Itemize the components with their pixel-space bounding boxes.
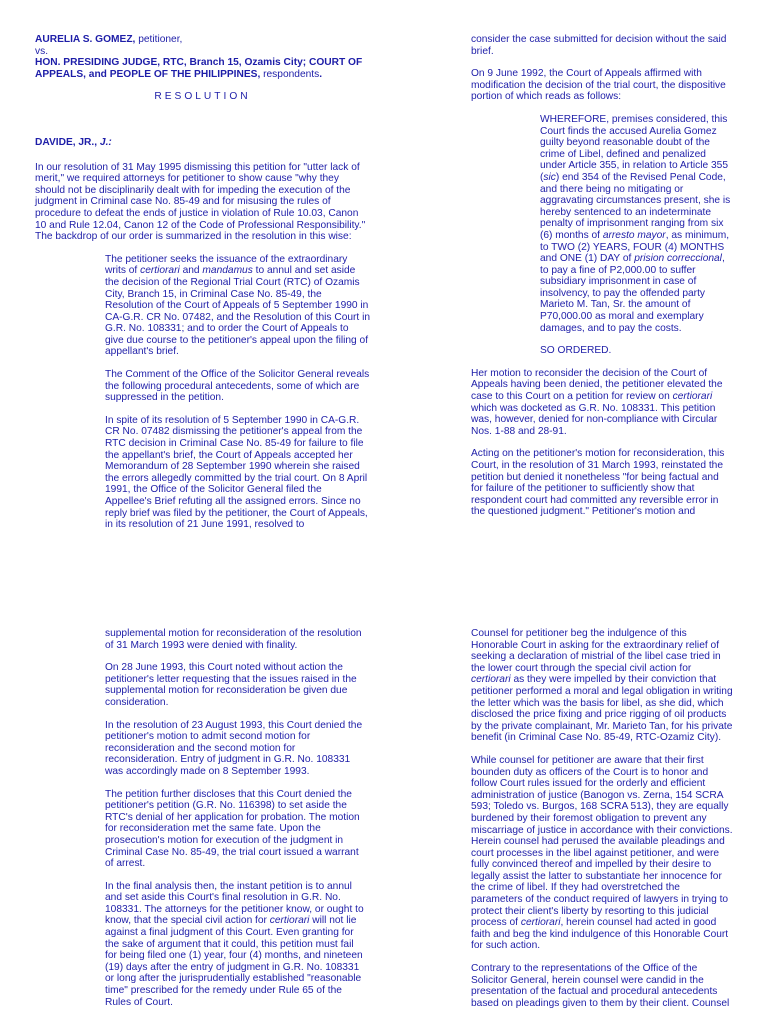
quote-text: , to pay a fine of P2,000.00 to suffer subsidiary imprisonment in case of insolvency, to pay the offended party Marieto M. Tan, Sr. the amount of P70,000.00 as moral and exemplary damages, and to pay the costs.: [540, 253, 725, 334]
versus: vs.: [35, 45, 49, 57]
petitioner-role: petitioner,: [135, 34, 183, 45]
respondents-line: [35, 57, 370, 80]
text: which was docketed as G.R. No. 108331. This petition was, however, denied for non-compliance with Circular Nos. 1-88 and 28-91.: [471, 402, 718, 437]
quote-paragraph-1: [105, 254, 370, 358]
petitioner-name: AURELIA S. GOMEZ,: [35, 34, 136, 45]
dispositive-text: [540, 114, 732, 334]
quote-text: to annul and set aside the decision of the Regional Trial Court (RTC) of Ozamis City, Branch 15, in Criminal Case No. 85-49, the Resolution of the Court of Appeals of 5 September 1990 in CA-G.R. CR No. 07482, and the Resolution of this Court in G.R. No. 108331; and to order the Court of Appeals to give due course to the petitioner's appeal upon the filing of appellant's brief.: [105, 265, 371, 358]
paragraph-1: In our resolution of 31 May 1995 dismissing this petition for "utter lack of merit," we required attorneys for petitioner to show cause "why they should not be disciplinarily dealt with for impeding the execution of the judgment in Criminal case No. 85-49 and for misusing the rules of procedure to defeat the ends of justice in violation of Rule 10.03, Canon 10 and Rule 12.04, Canon 12 of the Code of Professional Responsibility." The backdrop of our order is summarized in the resolution in this wise:: [35, 161, 366, 243]
ponente: [35, 137, 370, 149]
italic-text: certiorari: [520, 917, 561, 929]
paragraph-4: The petition further discloses that this Court denied the petitioner's petition (G.R. No. 116398) to set aside the RTC's denial of her application for probation. The motion for reconsideration met the same fate. Upon the prosecution's motion for execution of the judgment in Criminal Case No. 85-49, the trial court issued a warrant of arrest.: [105, 788, 360, 870]
page1-right-column: [471, 34, 733, 529]
paragraph-continued: consider the case submitted for decision without the said brief.: [471, 34, 727, 57]
paragraph-2: On 9 June 1992, the Court of Appeals affirmed with modification the decision of the trial court, the dispositive portion of which reads as follows:: [471, 68, 726, 103]
paragraph-2: [471, 755, 733, 952]
quote-italic: prision correccional: [634, 253, 722, 265]
italic-text: certiorari: [672, 391, 713, 403]
respondents-end: .: [319, 68, 323, 80]
page1-left-column: [35, 34, 370, 542]
quote-paragraph-3: In spite of its resolution of 5 September 1990 in CA-G.R. CR No. 07482 dismissing the petitioner's appeal from the RTC decision in Criminal Case No. 85-49 for failure to file the appellant's brief, the Court of Appeals accepted her Memorandum of 28 September 1990 wherein she raised the errors allegedly committed by the trial court. On 8 April 1991, the Office of the Solicitor General filed the Appellee's Brief refuting all the assigned errors. Since no reply brief was filed by the petitioner, the Court of Appeals, in its resolution of 21 June 1991, resolved to: [105, 414, 368, 531]
quote-italic: arresto mayor: [602, 229, 666, 241]
quote-text: ) end 354 of the Revised Penal Code, and there being no mitigating or aggravating circumstances present, she is hereby sentenced to an indeterminate penalty of imprisonment ranging from six (6) months of: [540, 171, 731, 241]
text: as they were impelled by their conviction that petitioner performed a moral and legal obligation in writing the letter which was the basis for libel, as she did, which disclosed the price fixing and price rigging of oil products by the private complainant, Mr. Marieto Tan, for his private benefit (in Criminal Case No. 85-49, RTC-Ozamiz City).: [471, 674, 733, 744]
text: Counsel for petitioner beg the indulgence of this Honorable Court in asking for the extraordinary relief of seeking a declaration of mistrial of the libel case tried in the lower court through the special civil action for: [471, 628, 721, 674]
ponente-suffix: J.:: [99, 136, 112, 148]
respondents-role: respondents: [260, 68, 320, 80]
text: While counsel for petitioner are aware that their first bounden duty as officers of the Court is to honor and follow Court rules issued for the orderly and efficient administration of justice (Banogon vs. Zerna, 154 SCRA 593; Toledo vs. Burgos, 168 SCRA 513), they are equally burdened by their foremost obligation to prevent any miscarriage of justice in accordance with their convictions. Herein counsel had perused the available pleadings and court processes in the libel against petitioner, and were fully convinced thereof and impelled by their desire to legally assist the latter to substantiate her innocence for the crime of libel. If they had overstretched the parameters of the conduct required of lawyers in trying to protect their client's liberty by resorting to this judicial process of: [471, 754, 733, 929]
block-quote-1: [105, 254, 370, 531]
text: Her motion to reconsider the decision of the Court of Appeals having been denied, the petitioner elevated the case to this Court on a petition for review on: [471, 367, 723, 403]
quote-italic: certiorari: [140, 265, 180, 277]
quote-paragraph-2: The Comment of the Office of the Solicitor General reveals the following procedural antecedents, some of which are suppressed in the petition.: [105, 369, 370, 404]
quote-italic: sic: [543, 171, 556, 183]
petitioner-line: [35, 34, 370, 46]
paragraph-1: supplemental motion for reconsideration of the resolution of 31 March 1993 were denied with finality.: [105, 628, 362, 651]
page2-left-column: [105, 628, 365, 1019]
paragraph-4: Acting on the petitioner's motion for reconsideration, this Court, in the resolution of 31 March 1993, reinstated the petition but denied it nonetheless "for being factual and for failure of the petitioner to sufficiently show that respondent court had committed any reversible error in the questioned judgment." Petitioner's motion and: [471, 448, 725, 518]
so-ordered: SO ORDERED.: [540, 345, 612, 357]
text: will not lie against a final judgment of this Court. Even granting for the sake of argument that it could, this petition must fail for being filed one (1) year, four (4) months, and nineteen (19) days after the entry of judgment in G.R. No. 108331 or long after the jurisprudentially established "reasonable time" prescribed for the remedy under Rule 65 of the Rules of Court.: [105, 915, 363, 1008]
ponente-name: DAVIDE, JR.,: [35, 136, 100, 148]
quote-text: The petitioner seeks the issuance of the extraordinary writs of: [105, 253, 348, 277]
italic-text: certiorari: [269, 915, 310, 927]
resolution-title: RESOLUTION: [154, 91, 251, 103]
quote-italic: mandamus: [202, 265, 253, 277]
paragraph-3: In the resolution of 23 August 1993, this Court denied the petitioner's motion to admit second motion for reconsideration and the second motion for reconsideration. Entry of judgment in G.R. No. 108331 was accordingly made on 8 September 1993.: [105, 719, 363, 777]
text: In the final analysis then, the instant petition is to annul and set aside this Court's final resolution in G.R. No. 108331. The attorneys for the petitioner know, or ought to know, that the special civil action for: [105, 880, 364, 927]
case-caption: [35, 34, 370, 80]
paragraph-2: On 28 June 1993, this Court noted without action the petitioner's letter requesting that the issues raised in the supplemental motion for reconsideration be given due consideration.: [105, 662, 357, 708]
quote-text: and: [179, 265, 203, 277]
page2-right-column: [471, 628, 733, 1020]
quote-text: , as minimum, to TWO (2) YEARS, FOUR (4) MONTHS and ONE (1) DAY of: [540, 229, 730, 265]
dispositive-quote: [540, 114, 732, 357]
text: , herein counsel had acted in good faith and beg the kind indulgence of this Honorable Court for such action.: [471, 917, 729, 952]
respondents-name: HON. PRESIDING JUDGE, RTC, Branch 15, Ozamis City; COURT OF APPEALS, and PEOPLE OF THE PHILIPPINES,: [35, 57, 363, 80]
paragraph-3: [471, 368, 733, 438]
quote-text: WHEREFORE, premises considered, this Court finds the accused Aurelia Gomez guilty beyond reasonable doubt of the crime of Libel, defined and penalized under Article 355, in relation to Article 355 (: [540, 113, 729, 183]
italic-text: certiorari: [471, 674, 511, 686]
paragraph-3: Contrary to the representations of the Office of the Solicitor General, herein counsel were candid in the presentation of the factual and procedural antecedents based on pleadings given to them by their client. Counsel: [471, 963, 730, 1009]
paragraph-1: [471, 628, 733, 744]
paragraph-5: [105, 881, 365, 1009]
